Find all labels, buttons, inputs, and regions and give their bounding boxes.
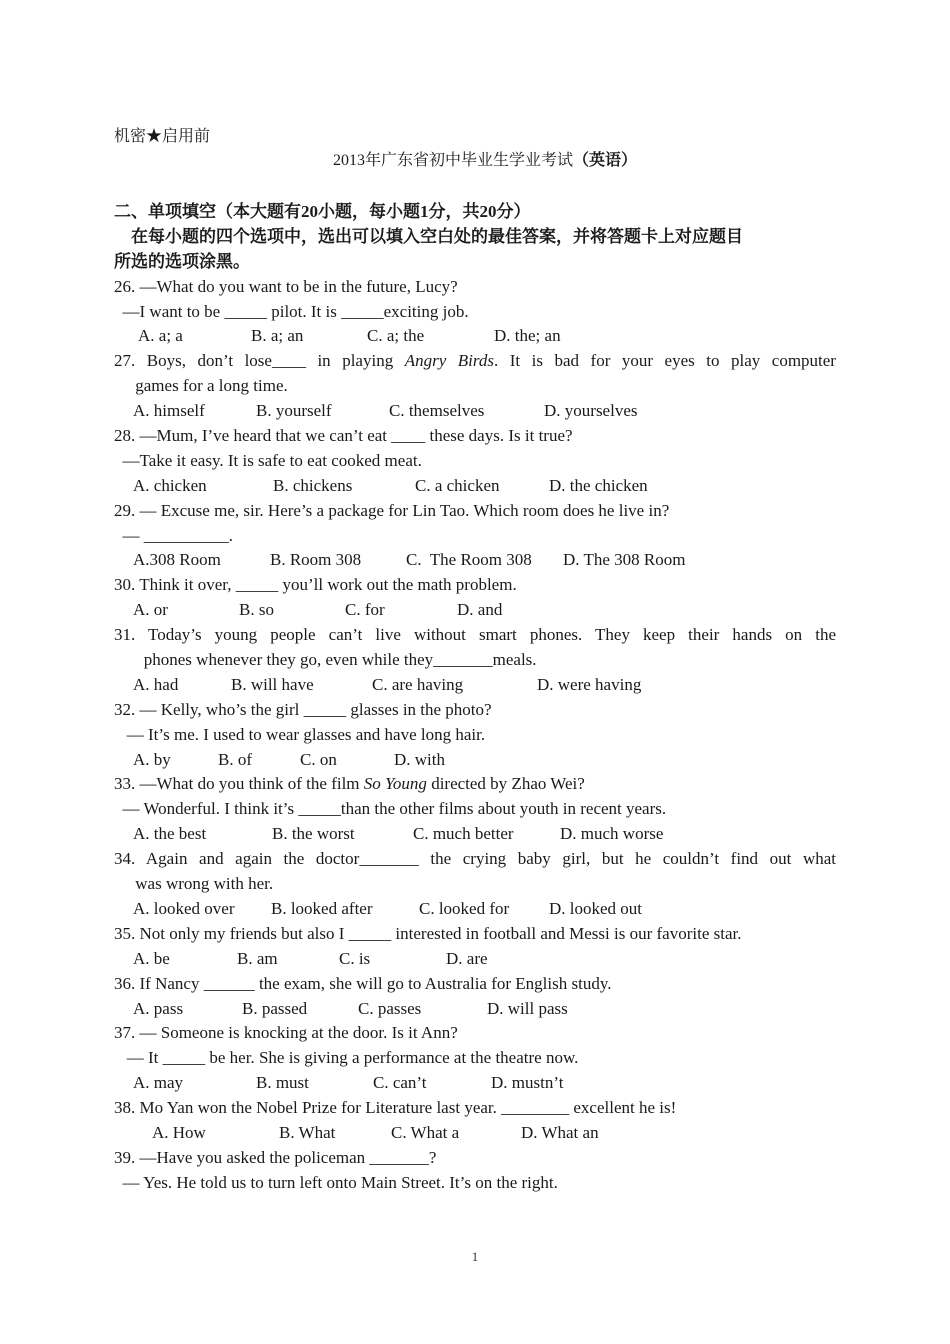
option-a: A. be	[133, 948, 170, 968]
question-28-stem-2: —Take it easy. It is safe to eat cooked meat.	[114, 450, 422, 470]
option-a: A.308 Room	[133, 550, 221, 570]
question-30-stem: 30. Think it over, _____ you’ll work out the math problem.	[114, 575, 517, 595]
option-b: B. will have	[231, 674, 314, 694]
option-c: C. are having	[372, 674, 464, 694]
question-34-stem: 34. Again and again the doctor_______ the crying baby girl, but he couldn’t find out what	[114, 849, 836, 869]
question-37-options	[114, 1071, 836, 1096]
option-c: C. The Room 308	[406, 550, 532, 570]
option-d: D. looked out	[549, 898, 643, 918]
question-32-stem-2: — It’s me. I used to wear glasses and have long hair.	[114, 724, 486, 744]
option-a: A. pass	[133, 998, 184, 1018]
option-b: B. Room 308	[270, 550, 362, 570]
option-b: B. of	[218, 749, 252, 769]
question-33-stem-2: — Wonderful. I think it’s _____than the other films about youth in recent years.	[114, 799, 667, 819]
question-28-options	[114, 474, 836, 499]
option-d: D. and	[457, 600, 503, 620]
option-d: D. yourselves	[544, 401, 638, 421]
exam-title	[0, 151, 950, 171]
stem-text: 33. —What do you think of the film	[114, 774, 364, 794]
question-27-stem	[114, 349, 836, 374]
option-b: B. looked after	[271, 898, 373, 918]
option-b: B. passed	[242, 998, 308, 1018]
option-c: C. looked for	[419, 898, 510, 918]
option-a: A. may	[133, 1073, 184, 1093]
option-c: C. a; the	[367, 326, 425, 346]
question-38-stem: 38. Mo Yan won the Nobel Prize for Literature last year. ________ excellent he is!	[114, 1098, 677, 1118]
option-d: D. much worse	[560, 824, 664, 844]
option-d: D. What an	[521, 1122, 599, 1142]
option-c: C. is	[339, 948, 371, 968]
option-c: C. on	[300, 749, 337, 769]
option-a: A. or	[133, 600, 168, 620]
question-30-options	[114, 598, 836, 623]
question-35-stem: 35. Not only my friends but also I _____ interested in football and Messi is our favorite star.	[114, 923, 742, 943]
question-39-stem-2: — Yes. He told us to turn left onto Main Street. It’s on the right.	[114, 1172, 558, 1192]
question-section	[114, 200, 836, 1196]
option-a: A. by	[133, 749, 171, 769]
stem-text: 27. Boys, don’t lose____ in playing	[114, 351, 405, 371]
question-28-stem: 28. —Mum, I’ve heard that we can’t eat ____ these days. Is it true?	[114, 426, 573, 446]
question-38-options	[114, 1121, 836, 1146]
page-number: 1	[471, 1249, 479, 1264]
option-a: A. chicken	[133, 475, 207, 495]
stem-text-cont: directed by Zhao Wei?	[426, 774, 585, 794]
option-a: A. the best	[133, 824, 207, 844]
option-d: D. with	[394, 749, 445, 769]
question-26-options	[114, 324, 836, 349]
option-d: D. were having	[537, 674, 642, 694]
option-d: D. are	[446, 948, 488, 968]
question-29-options	[114, 548, 836, 573]
question-32-stem: 32. — Kelly, who’s the girl _____ glasses in the photo?	[114, 699, 492, 719]
stem-text-cont: . It is bad for your eyes to play computer	[493, 351, 836, 371]
option-d: D. The 308 Room	[563, 550, 686, 570]
question-32-options	[114, 748, 836, 773]
option-c: C. much better	[413, 824, 514, 844]
question-33-options	[114, 822, 836, 847]
question-39-stem: 39. —Have you asked the policeman _______?	[114, 1147, 437, 1167]
question-27-options	[114, 399, 836, 424]
question-27-stem-2: games for a long time.	[114, 376, 288, 396]
option-b: B. am	[237, 948, 278, 968]
question-34-stem-2: was wrong with her.	[114, 874, 274, 894]
question-35-options	[114, 947, 836, 972]
question-31-options	[114, 673, 836, 698]
option-d: D. the; an	[494, 326, 561, 346]
option-a: A. himself	[133, 401, 205, 421]
question-34-options	[114, 897, 836, 922]
option-b: B. the worst	[272, 824, 355, 844]
question-33-stem	[114, 772, 836, 797]
question-31-stem: 31. Today’s young people can’t live without smart phones. They keep their hands on the	[114, 625, 836, 645]
option-c: C. passes	[358, 998, 422, 1018]
game-title: Angry Birds	[404, 351, 494, 371]
option-d: D. will pass	[487, 998, 568, 1018]
option-a: A. How	[152, 1122, 206, 1142]
option-b: B. must	[256, 1073, 309, 1093]
section-instruction-cont: 所选的选项涂黑。	[114, 251, 250, 271]
film-title: So Young	[363, 774, 427, 794]
option-a: A. a; a	[138, 326, 183, 346]
question-26-stem: 26. —What do you want to be in the future, Lucy?	[114, 276, 458, 296]
option-a: A. had	[133, 674, 179, 694]
option-c: C. can’t	[373, 1073, 427, 1093]
question-26-stem-2: —I want to be _____ pilot. It is _____exciting job.	[114, 301, 469, 321]
title-subject: （英语）	[573, 152, 638, 169]
option-d: D. mustn’t	[491, 1073, 564, 1093]
option-c: C. for	[345, 600, 385, 620]
question-36-options	[114, 997, 836, 1022]
option-c: C. themselves	[389, 401, 485, 421]
option-d: D. the chicken	[549, 475, 648, 495]
option-b: B. so	[239, 600, 274, 620]
option-c: C. What a	[391, 1122, 460, 1142]
option-c: C. a chicken	[415, 475, 500, 495]
option-b: B. What	[279, 1122, 336, 1142]
question-37-stem: 37. — Someone is knocking at the door. Is it Ann?	[114, 1023, 458, 1043]
question-36-stem: 36. If Nancy ______ the exam, she will go to Australia for English study.	[114, 973, 612, 993]
question-31-stem-2: phones whenever they go, even while they_______meals.	[114, 650, 537, 670]
title-text: 2013年广东省初中毕业生学业考试	[332, 152, 573, 169]
section-heading: 二、单项填空（本大题有20小题，每小题1分，共20分）	[114, 202, 531, 221]
section-instruction: 在每小题的四个选项中，选出可以填入空白处的最佳答案，并将答题卡上对应题目	[114, 226, 743, 246]
option-b: B. a; an	[251, 326, 304, 346]
question-37-stem-2: — It _____ be her. She is giving a performance at the theatre now.	[114, 1048, 579, 1068]
option-a: A. looked over	[133, 898, 235, 918]
question-29-stem: 29. — Excuse me, sir. Here’s a package for Lin Tao. Which room does he live in?	[114, 500, 670, 520]
option-b: B. chickens	[273, 475, 353, 495]
question-29-stem-2: — __________.	[114, 525, 233, 545]
confidential-label: 机密★启用前	[114, 128, 211, 145]
option-b: B. yourself	[256, 401, 332, 421]
